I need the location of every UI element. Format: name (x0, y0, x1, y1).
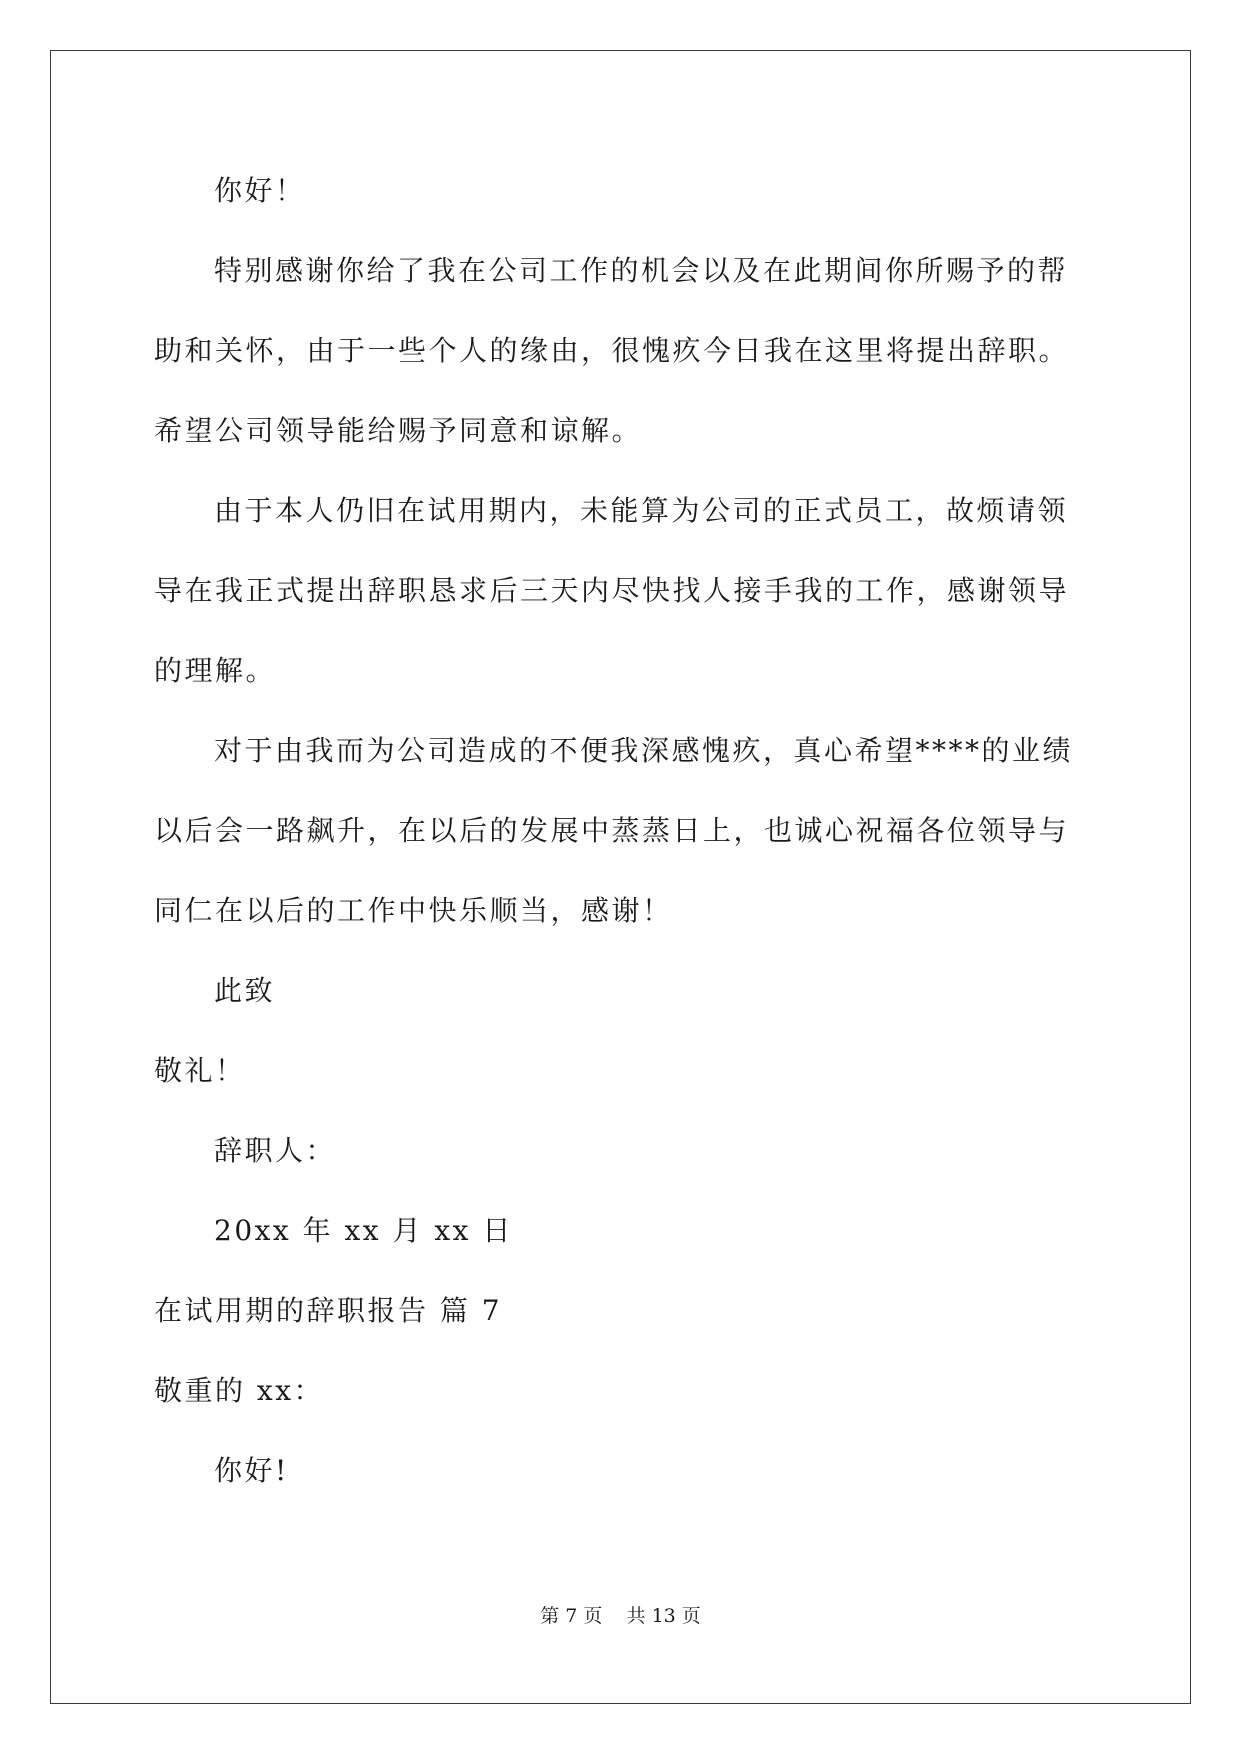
greeting: 你好! (214, 1454, 289, 1487)
body-line: 对于由我而为公司造成的不便我深感愧疚，真心希望****的业绩 (214, 734, 1074, 767)
body-line: 特别感谢你给了我在公司工作的机会以及在此期间你所赐予的帮 (214, 254, 1069, 287)
body-line: 的理解。 (154, 654, 277, 687)
body-line: 希望公司领导能给赐予同意和谅解。 (154, 414, 643, 447)
date-line: 20xx 年 xx 月 xx 日 (214, 1214, 513, 1247)
body-line: 以后会一路飙升，在以后的发展中蒸蒸日上，也诚心祝福各位领导与 (154, 814, 1070, 847)
addressee: 敬重的 xx： (154, 1374, 324, 1407)
salutation: 敬礼！ (154, 1054, 246, 1087)
body-line: 同仁在以后的工作中快乐顺当，感谢！ (154, 894, 673, 927)
body-line: 由于本人仍旧在试用期内，未能算为公司的正式员工，故烦请领 (214, 494, 1069, 527)
body-line: 助和关怀，由于一些个人的缘由，很愧疚今日我在这里将提出辞职。 (154, 334, 1070, 367)
signature-label: 辞职人： (214, 1134, 337, 1167)
page-footer: 第 7 页 共 13 页 (540, 1605, 701, 1627)
body-line: 导在我正式提出辞职恳求后三天内尽快找人接手我的工作，感谢领导 (154, 574, 1070, 607)
section-heading: 在试用期的辞职报告 篇 7 (154, 1294, 503, 1327)
closing-phrase: 此致 (214, 974, 276, 1007)
greeting: 你好！ (214, 174, 306, 207)
